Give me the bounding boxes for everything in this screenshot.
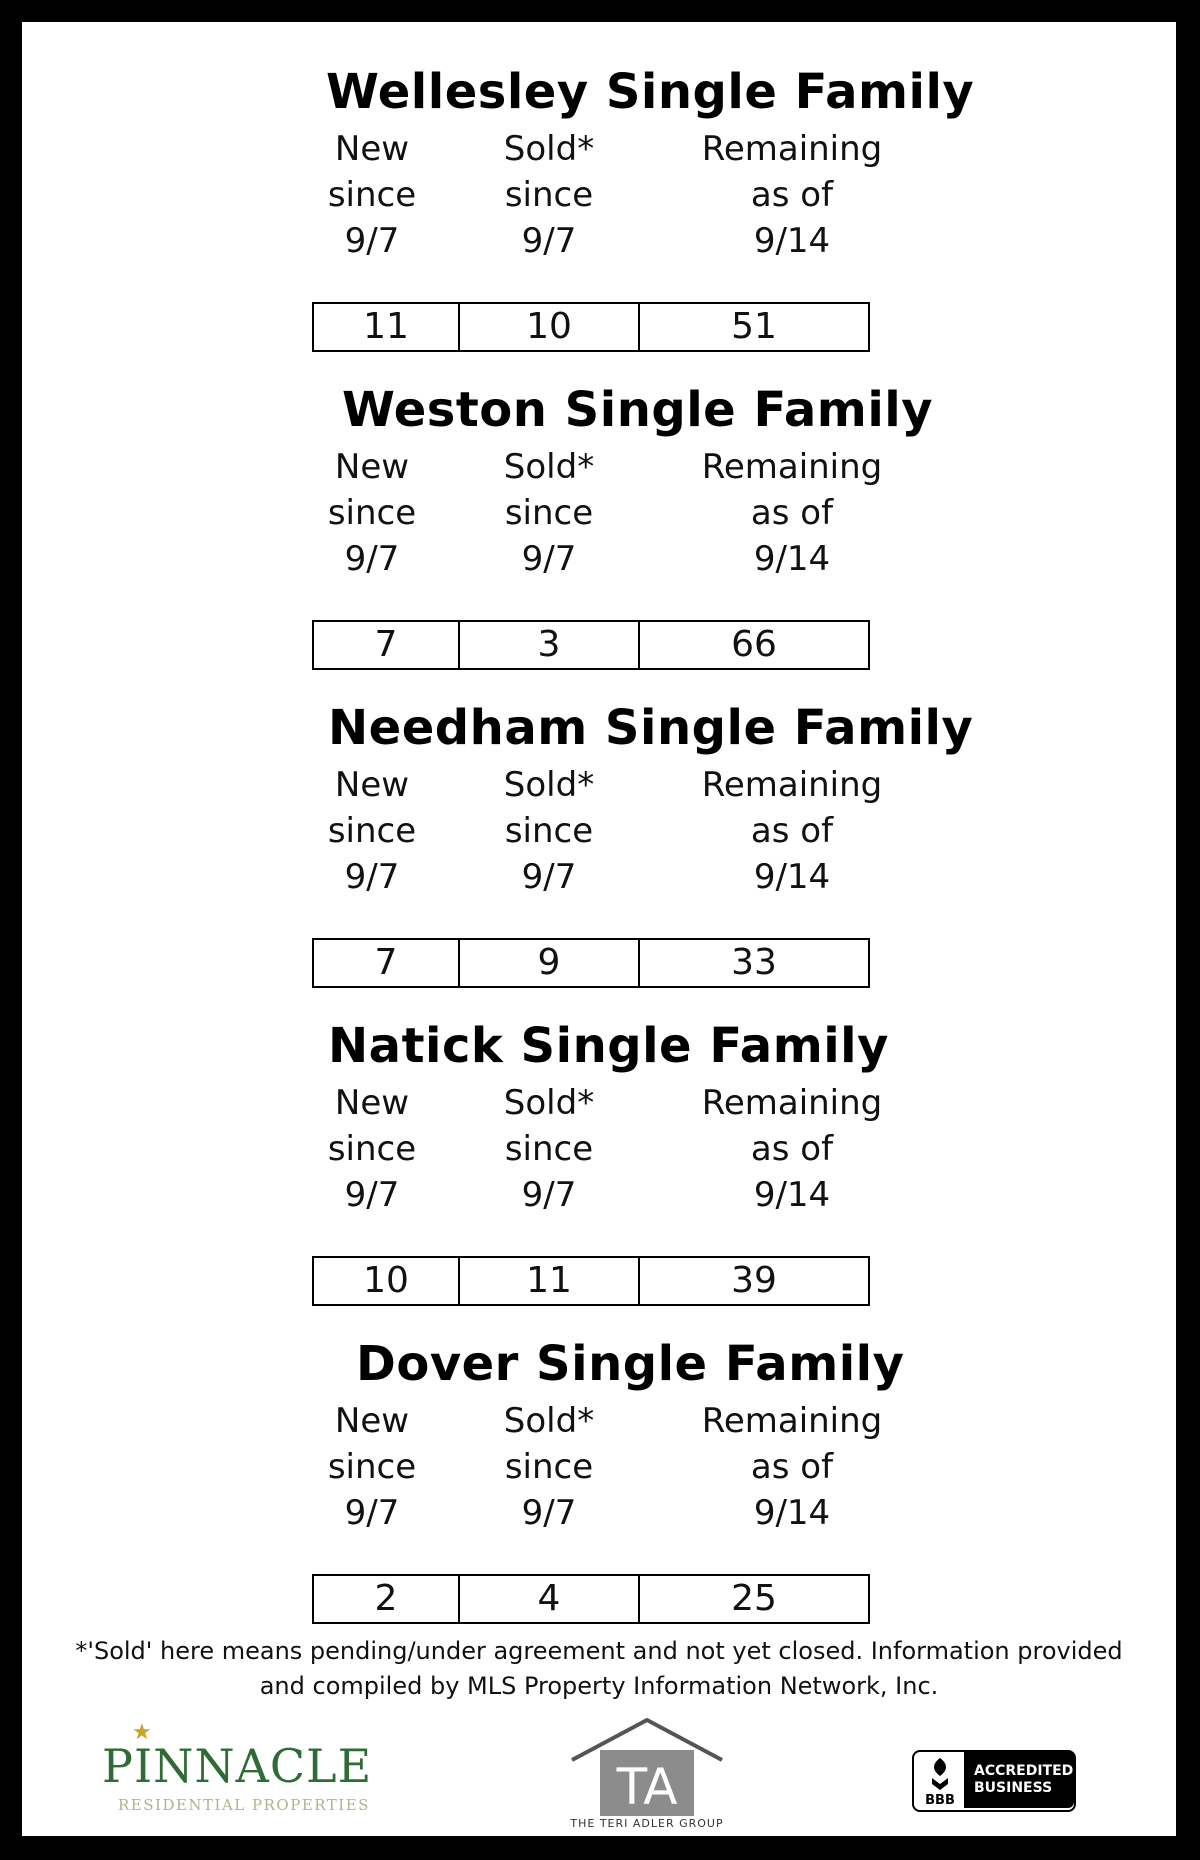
pinnacle-name: PINNACLE bbox=[102, 1739, 373, 1793]
header-new: New since 9/7 bbox=[327, 1401, 417, 1533]
header-new: New since 9/7 bbox=[327, 129, 417, 261]
teri-adler-logo bbox=[552, 1718, 742, 1838]
pinnacle-subtitle: RESIDENTIAL PROPERTIES bbox=[118, 1796, 370, 1814]
header-new: New since 9/7 bbox=[327, 1083, 417, 1215]
header-sold: Sold* since 9/7 bbox=[503, 1083, 595, 1215]
values-row bbox=[312, 1574, 870, 1624]
header-new: New since 9/7 bbox=[327, 765, 417, 897]
value-remaining: 66 bbox=[731, 624, 777, 665]
value-new: 7 bbox=[314, 940, 460, 986]
value-sold: 3 bbox=[460, 622, 640, 668]
values-row bbox=[312, 938, 870, 988]
values-row bbox=[312, 302, 870, 352]
section-title: Dover Single Family bbox=[356, 1336, 905, 1392]
value-sold: 10 bbox=[460, 304, 640, 350]
pinnacle-logo bbox=[102, 1722, 372, 1822]
value-sold: 11 bbox=[460, 1258, 640, 1304]
section-title: Wellesley Single Family bbox=[326, 64, 975, 120]
value-remaining: 25 bbox=[731, 1578, 777, 1619]
ta-mark: TA bbox=[616, 1758, 678, 1816]
house-icon bbox=[552, 1718, 742, 1818]
value-new: 10 bbox=[314, 1258, 460, 1304]
value-new: 7 bbox=[314, 622, 460, 668]
star-icon: ★ bbox=[132, 1720, 152, 1745]
footnote: *'Sold' here means pending/under agreement and not yet closed. Information provided and compiled by MLS Property Information Network, Inc. bbox=[75, 1637, 1123, 1700]
bbb-accredited-text: ACCREDITED BUSINESS bbox=[974, 1763, 1074, 1796]
header-remaining: Remaining as of 9/14 bbox=[701, 129, 883, 261]
values-row bbox=[312, 620, 870, 670]
header-remaining: Remaining as of 9/14 bbox=[701, 447, 883, 579]
header-new: New since 9/7 bbox=[327, 447, 417, 579]
bbb-torch-icon bbox=[918, 1754, 962, 1808]
value-remaining: 51 bbox=[731, 306, 777, 347]
header-remaining: Remaining as of 9/14 bbox=[701, 1401, 883, 1533]
bbb-mark-text: BBB bbox=[925, 1793, 955, 1808]
section-title: Natick Single Family bbox=[328, 1018, 889, 1074]
flyer-page bbox=[22, 22, 1176, 1836]
value-sold: 4 bbox=[460, 1576, 640, 1622]
values-row bbox=[312, 1256, 870, 1306]
teri-adler-caption: THE TERI ADLER GROUP bbox=[570, 1817, 724, 1830]
section-title: Weston Single Family bbox=[342, 382, 934, 438]
header-sold: Sold* since 9/7 bbox=[503, 765, 595, 897]
value-new: 2 bbox=[314, 1576, 460, 1622]
header-sold: Sold* since 9/7 bbox=[503, 1401, 595, 1533]
value-new: 11 bbox=[314, 304, 460, 350]
header-remaining: Remaining as of 9/14 bbox=[701, 1083, 883, 1215]
header-sold: Sold* since 9/7 bbox=[503, 129, 595, 261]
header-remaining: Remaining as of 9/14 bbox=[701, 765, 883, 897]
value-remaining: 33 bbox=[731, 942, 777, 983]
header-sold: Sold* since 9/7 bbox=[503, 447, 595, 579]
section-title: Needham Single Family bbox=[328, 700, 974, 756]
bbb-accredited-logo bbox=[912, 1750, 1076, 1814]
value-sold: 9 bbox=[460, 940, 640, 986]
value-remaining: 39 bbox=[731, 1260, 777, 1301]
